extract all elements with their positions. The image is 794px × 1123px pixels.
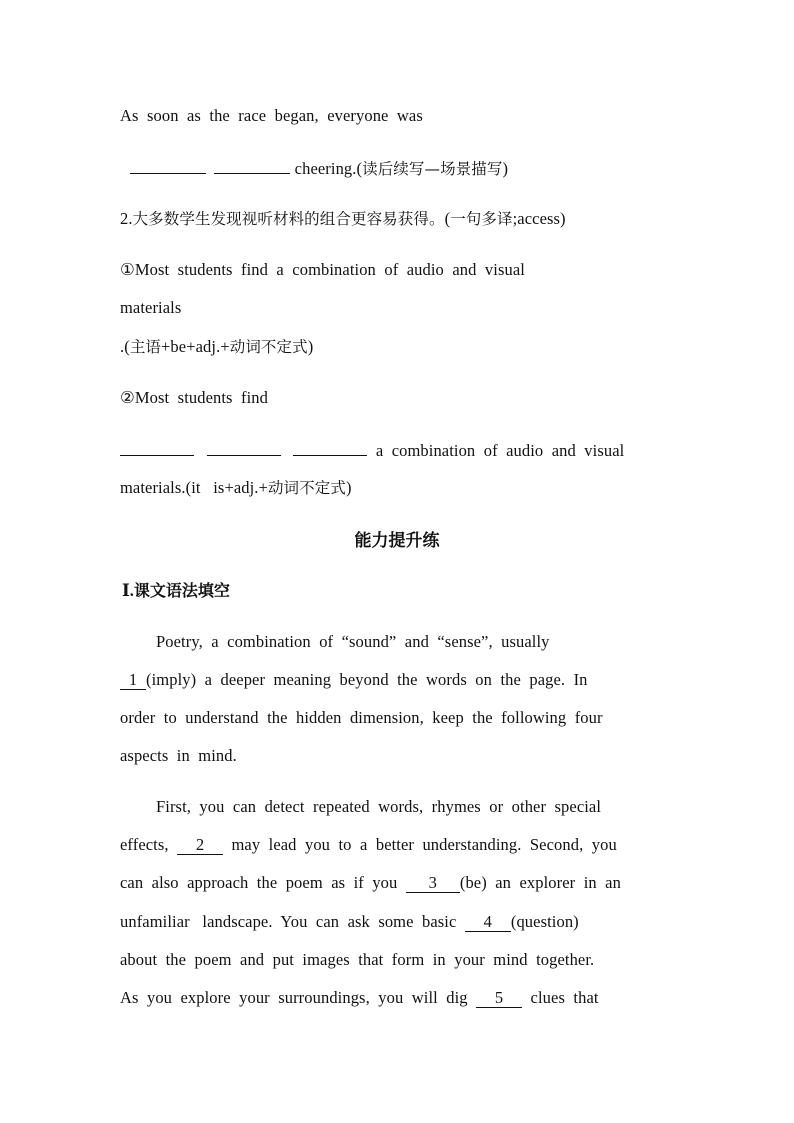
note-cjk: 一句多译 xyxy=(450,210,513,228)
passage-line: about the poem and put images that form in your mind together. xyxy=(120,950,595,969)
line-text: clues that xyxy=(522,988,599,1007)
passage-line xyxy=(120,910,579,934)
answer-1-line: ①Most students find a combination of audio and visual xyxy=(120,260,525,279)
passage-line: Poetry, a combination of “sound” and “sense”, usually xyxy=(156,632,550,651)
answer-blank[interactable] xyxy=(293,437,367,456)
passage-line: First, you can detect repeated words, rhymes or other special xyxy=(156,797,602,816)
section-title-text: 课文语法填空 xyxy=(133,581,230,600)
passage-line: order to understand the hidden dimension, keep the following four xyxy=(120,708,603,727)
note-cjk: 读后续写—场景描写 xyxy=(362,160,503,178)
fill-line xyxy=(130,155,508,181)
blank-number[interactable]: 2 xyxy=(177,836,223,855)
answer-2-note xyxy=(120,476,352,500)
line-text: a combination of audio and visual xyxy=(367,441,625,460)
question-stem: 大多数学生发现视听材料的组合更容易获得。 xyxy=(132,210,445,228)
line-text: cheering.( xyxy=(290,159,363,178)
blank-number[interactable]: 1 xyxy=(120,671,146,690)
section-roman-numeral: Ⅰ. xyxy=(122,581,134,600)
note-open: .( xyxy=(120,337,130,356)
line-text: (be) an explorer in an xyxy=(459,873,621,892)
blank-number[interactable]: 5 xyxy=(476,989,522,1008)
answer-2-fill-line xyxy=(120,437,624,463)
sentence-line: As soon as the race began, everyone was xyxy=(120,106,423,125)
answer-2-line: ②Most students find xyxy=(120,388,268,407)
note-cjk: 动词不定式 xyxy=(267,479,346,497)
note-close: ) xyxy=(345,478,352,497)
note-close: ) xyxy=(307,337,314,356)
passage-line xyxy=(120,668,588,692)
note-formula: +be+adj.+ xyxy=(161,337,230,356)
answer-1-line: materials xyxy=(120,298,182,317)
line-text: unfamiliar landscape. You can ask some basic xyxy=(120,912,465,931)
note-open: ( xyxy=(444,209,451,228)
line-text: (imply) a deeper meaning beyond the words on the page. In xyxy=(146,670,588,689)
answer-blank[interactable] xyxy=(207,437,281,456)
line-text: may lead you to a better understanding. Second, you xyxy=(223,835,617,854)
question-number: 2. xyxy=(120,209,133,228)
line-text: can also approach the poem as if you xyxy=(120,873,406,892)
answer-blank[interactable] xyxy=(214,155,290,174)
note-close: ;access) xyxy=(512,209,566,228)
line-text-end: ) xyxy=(502,159,509,178)
answer-blank[interactable] xyxy=(130,155,206,174)
line-text: effects, xyxy=(120,835,178,854)
line-text: As you explore your surroundings, you will dig xyxy=(120,988,477,1007)
note-cjk: 动词不定式 xyxy=(229,338,308,356)
question-2-stem xyxy=(120,207,566,231)
blank-number[interactable]: 3 xyxy=(406,874,460,893)
blank-number[interactable]: 4 xyxy=(465,913,511,932)
line-text: (question) xyxy=(510,912,579,931)
passage-line xyxy=(120,871,621,895)
passage-line: aspects in mind. xyxy=(120,746,237,765)
passage-line xyxy=(120,833,617,857)
section-heading: 能力提升练 xyxy=(354,531,440,551)
note-cjk: 主语 xyxy=(129,338,162,356)
answer-1-note xyxy=(120,335,313,359)
section-title xyxy=(122,578,230,601)
passage-line xyxy=(120,986,599,1010)
note-formula: materials.(it is+adj.+ xyxy=(120,478,268,497)
answer-blank[interactable] xyxy=(120,437,194,456)
